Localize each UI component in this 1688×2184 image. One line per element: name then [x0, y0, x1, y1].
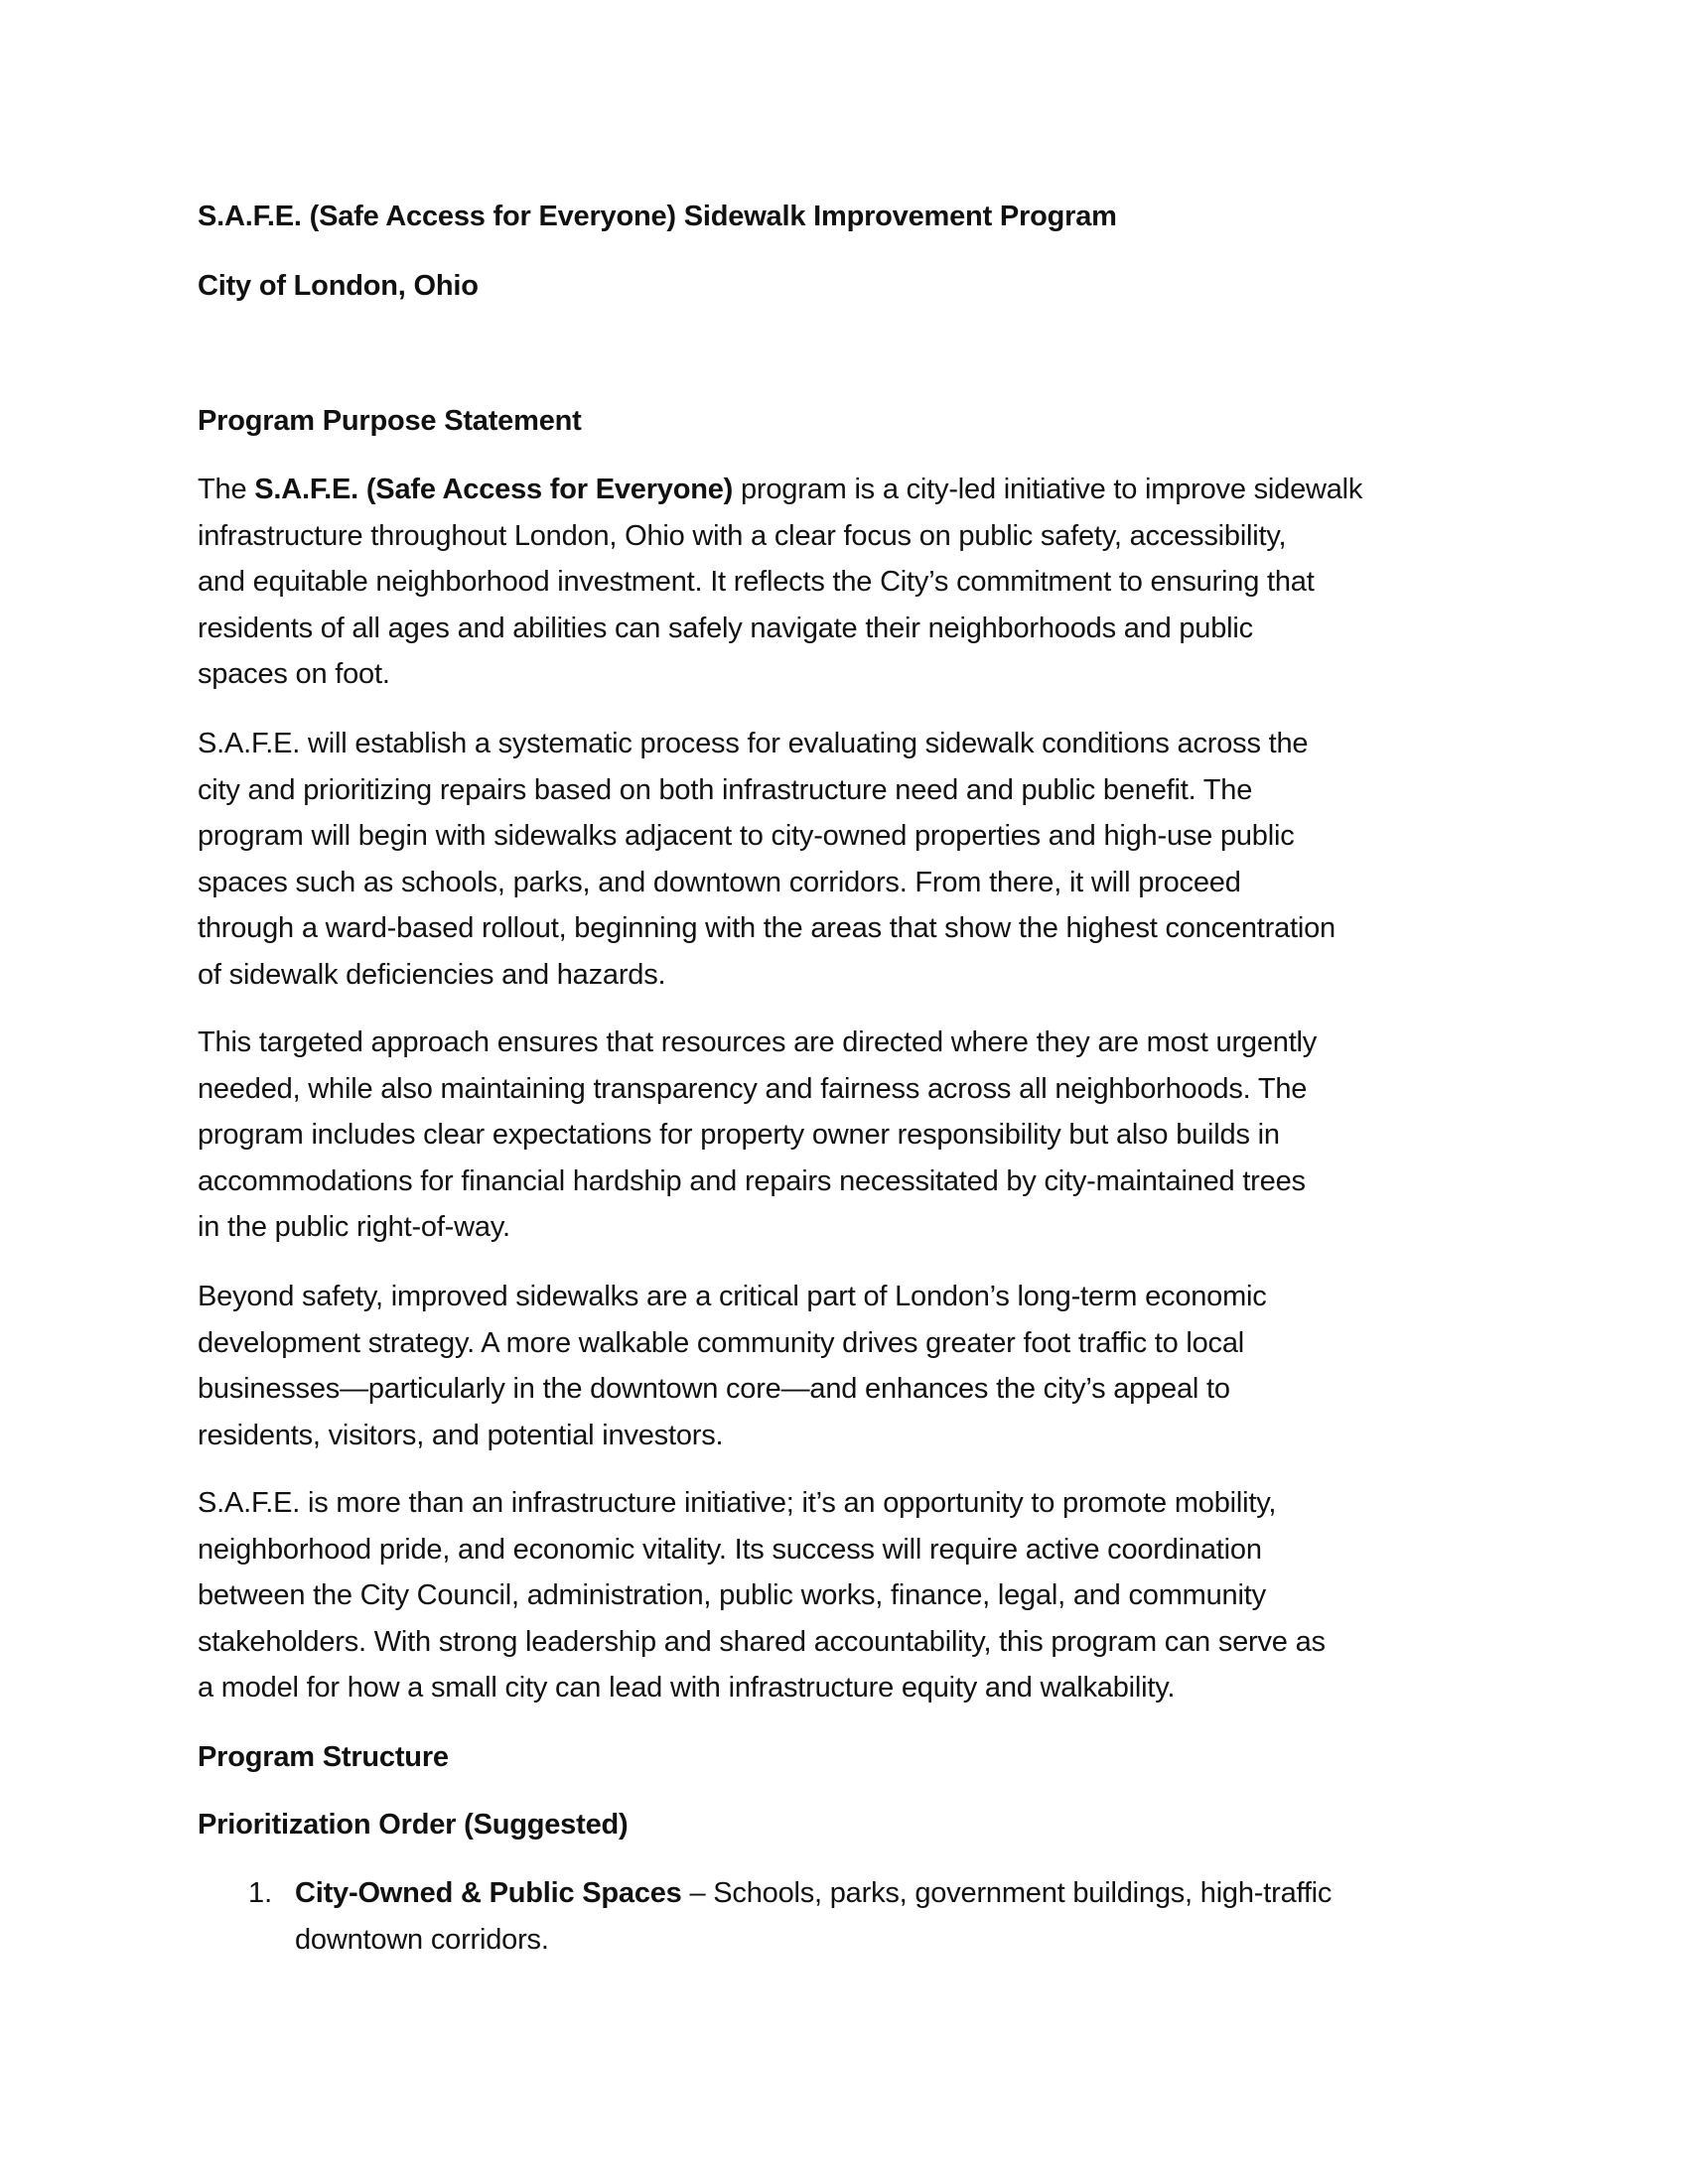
- paragraph-line: spaces on foot.: [198, 658, 390, 690]
- list-item-text: [295, 1870, 1536, 1963]
- section-heading-structure: [198, 1734, 1508, 1781]
- heading-text: Program Structure: [198, 1741, 449, 1773]
- heading-text: Prioritization Order (Suggested): [198, 1809, 629, 1841]
- paragraph-line: program will begin with sidewalks adjacent to city-owned properties and high-use public: [198, 820, 1295, 852]
- list-line: downtown corridors.: [295, 1923, 549, 1956]
- paragraph-line: [198, 467, 1508, 513]
- paragraph-line: Beyond safety, improved sidewalks are a critical part of London’s long-term economic: [198, 1281, 1267, 1312]
- paragraph-line: through a ward-based rollout, beginning with the areas that show the highest concentration: [198, 912, 1336, 944]
- text: The: [198, 474, 255, 505]
- paragraph-5: [198, 1480, 1508, 1711]
- paragraph-4: [198, 1274, 1508, 1458]
- document-title: [198, 194, 1508, 240]
- paragraph-line: a model for how a small city can lead with infrastructure equity and walkability.: [198, 1672, 1176, 1704]
- document-subtitle: [198, 263, 1508, 310]
- paragraph-line: accommodations for financial hardship and repairs necessitated by city-maintained trees: [198, 1164, 1306, 1197]
- paragraph-line: S.A.F.E. will establish a systematic process for evaluating sidewalk conditions across the: [198, 728, 1309, 759]
- list-item-title: City-Owned & Public Spaces: [295, 1877, 682, 1909]
- paragraph-line: infrastructure throughout London, Ohio with a clear focus on public safety, accessibility,: [198, 519, 1287, 552]
- paragraph-line: development strategy. A more walkable community drives greater foot traffic to local: [198, 1326, 1245, 1359]
- paragraph-line: residents, visitors, and potential investors.: [198, 1419, 724, 1451]
- paragraph-line: in the public right-of-way.: [198, 1211, 510, 1243]
- text: – Schools, parks, government buildings, high-traffic: [681, 1877, 1333, 1909]
- paragraph-line: of sidewalk deficiencies and hazards.: [198, 958, 666, 991]
- title-text: S.A.F.E. (Safe Access for Everyone) Sidewalk Improvement Program: [198, 201, 1117, 232]
- list-line: [295, 1870, 1536, 1917]
- paragraph-line: This targeted approach ensures that resources are directed where they are most urgently: [198, 1026, 1318, 1058]
- paragraph-line: residents of all ages and abilities can safely navigate their neighborhoods and public: [198, 612, 1253, 644]
- paragraph-line: stakeholders. With strong leadership and shared accountability, this program can serve as: [198, 1625, 1326, 1658]
- paragraph-line: S.A.F.E. is more than an infrastructure initiative; it’s an opportunity to promote mobility,: [198, 1487, 1277, 1519]
- bold-program-name: S.A.F.E. (Safe Access for Everyone): [254, 474, 734, 505]
- paragraph-line: program includes clear expectations for property owner responsibility but also builds in: [198, 1119, 1280, 1151]
- paragraph-line: needed, while also maintaining transparency and fairness across all neighborhoods. The: [198, 1072, 1308, 1105]
- subtitle-text: City of London, Ohio: [198, 270, 479, 302]
- text: program is a city-led initiative to improve sidewalk: [733, 474, 1363, 505]
- paragraph-1: [198, 467, 1508, 698]
- paragraph-2: [198, 721, 1508, 998]
- paragraph-line: between the City Council, administration, public works, finance, legal, and community: [198, 1579, 1266, 1611]
- paragraph-line: spaces such as schools, parks, and downtown corridors. From there, it will proceed: [198, 866, 1241, 898]
- heading-text: Program Purpose Statement: [198, 405, 582, 437]
- section-heading-prioritization: [198, 1802, 1508, 1848]
- paragraph-line: businesses—particularly in the downtown core—and enhances the city’s appeal to: [198, 1373, 1230, 1405]
- section-heading-purpose: [198, 398, 1508, 445]
- paragraph-line: neighborhood pride, and economic vitality. Its success will require active coordination: [198, 1533, 1262, 1566]
- paragraph-line: and equitable neighborhood investment. It reflects the City’s commitment to ensuring that: [198, 566, 1315, 598]
- paragraph-3: [198, 1020, 1508, 1251]
- list-number: 1.: [248, 1877, 273, 1909]
- paragraph-line: city and prioritizing repairs based on both infrastructure need and public benefit. The: [198, 773, 1253, 806]
